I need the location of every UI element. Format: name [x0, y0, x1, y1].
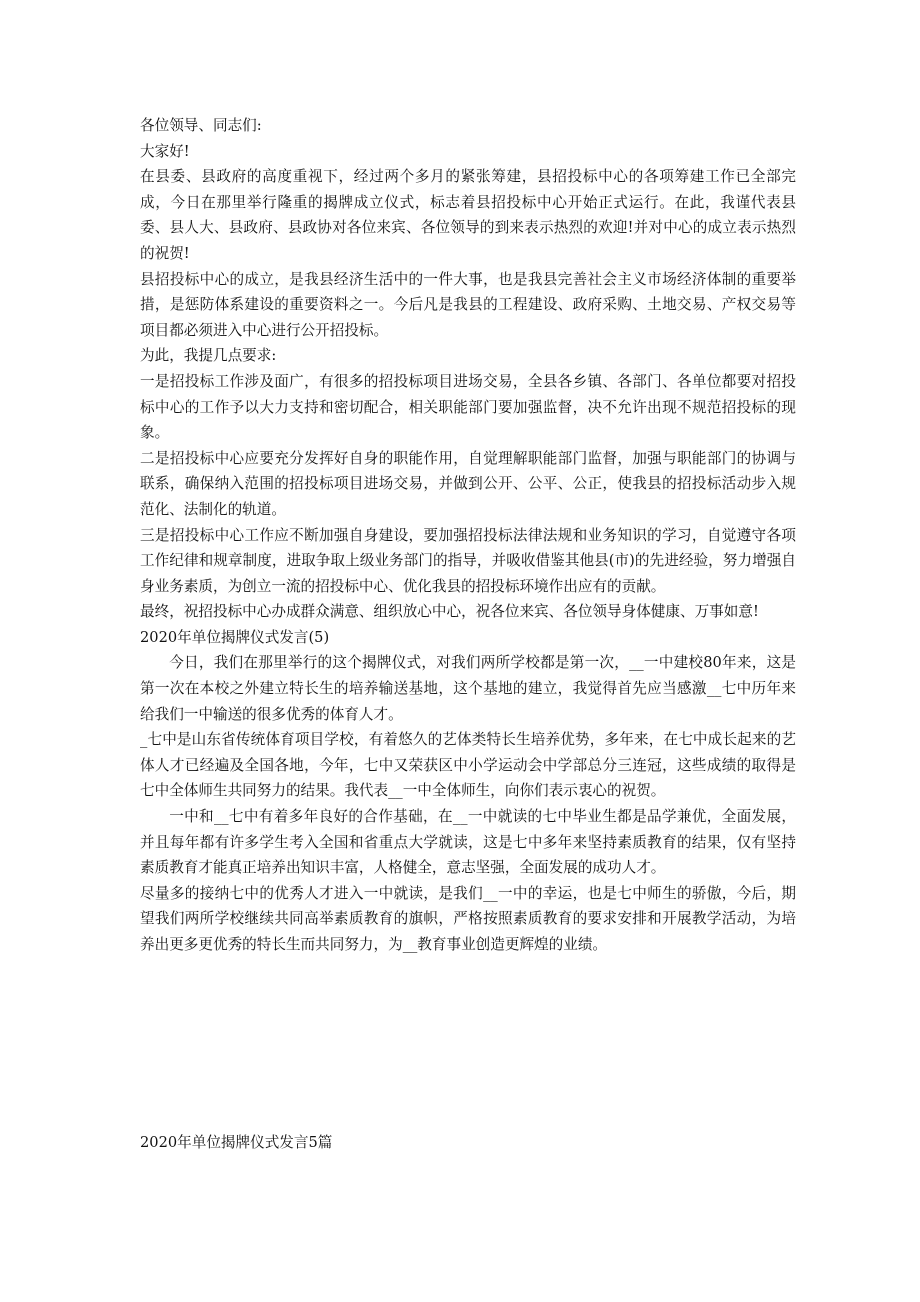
greeting: 大家好!: [140, 142, 190, 160]
paragraph: 一是招投标工作涉及面广，有很多的招投标项目进场交易，全县各乡镇、各部门、各单位都要对招投标中心的工作予以大力支持和密切配合，相关职能部门要加强监督，决不允许出现不规范招投标的现象。: [140, 372, 796, 442]
document-body: [140, 113, 796, 958]
paragraph: 二是招投标中心应要充分发挥好自身的职能作用，自觉理解职能部门监督，加强与职能部门的协调与联系，确保纳入范围的招投标项目进场交易，并做到公开、公平、公正，使我县的招投标活动步入规范化、法制化的轨道。: [140, 449, 796, 518]
section-heading: 2020年单位揭牌仪式发言(5): [140, 628, 330, 646]
paragraph: 一中和__七中有着多年良好的合作基础，在__一中就读的七中毕业生都是品学兼优，全面发展，并且每年都有许多学生考入全国和省重点大学就读，这是七中多年来坚持素质教育的结果，仅有坚持素质教育才能真正培养出知识丰富，人格健全，意志坚强，全面发展的成功人才。: [140, 808, 796, 877]
paragraph: _七中是山东省传统体育项目学校，有着悠久的艺体类特长生培养优势，多年来，在七中成长起来的艺体人才已经遍及全国各地，今年，七中又荣获区中小学运动会中学部总分三连冠，这些成绩的取得是七中全体师生共同努力的结果。我代表__一中全体师生，向你们表示衷心的祝贺。: [140, 731, 796, 800]
paragraph: 今日，我们在那里举行的这个揭牌仪式，对我们两所学校都是第一次，__一中建校80年来，这是第一次在本校之外建立特长生的培养输送基地，这个基地的建立，我觉得首先应当感激__七中历年来给我们一中输送的很多优秀的体育人才。: [140, 654, 796, 723]
paragraph: 三是招投标中心工作应不断加强自身建设，要加强招投标法律法规和业务知识的学习，自觉遵守各项工作纪律和规章制度，进取争取上级业务部门的指导，并吸收借鉴其他县(市)的先进经验，努力增强自身业务素质，为创立一流的招投标中心、优化我县的招投标环境作出应有的贡献。: [140, 526, 796, 595]
paragraph: 县招投标中心的成立，是我县经济生活中的一件大事，也是我县完善社会主义市场经济体制的重要举措，是惩防体系建设的重要资料之一。今后凡是我县的工程建设、政府采购、土地交易、产权交易等项目都必须进入中心进行公开招投标。: [140, 270, 796, 339]
salutation: 各位领导、同志们:: [140, 117, 262, 134]
paragraph: 为此，我提几点要求:: [140, 347, 277, 365]
paragraph: 最终，祝招投标中心办成群众满意、组织放心中心，祝各位来宾、各位领导身体健康、万事如意!: [140, 603, 759, 621]
paragraph: 尽量多的接纳七中的优秀人才进入一中就读，是我们__一中的幸运，也是七中师生的骄傲，今后，期望我们两所学校继续共同高举素质教育的旗帜，严格按照素质教育的要求安排和开展教学活动，为培养出更多更优秀的特长生而共同努力，为__教育事业创造更辉煌的业绩。: [140, 884, 796, 953]
paragraph: 在县委、县政府的高度重视下，经过两个多月的紧张筹建，县招投标中心的各项筹建工作已全部完成，今日在那里举行隆重的揭牌成立仪式，标志着县招投标中心开始正式运行。在此，我谨代表县委、县人大、县政府、县政协对各位来宾、各位领导的到来表示热烈的欢迎!并对中心的成立表示热烈的祝贺!: [140, 168, 796, 262]
footer-title: 2020年单位揭牌仪式发言5篇: [140, 1134, 333, 1151]
